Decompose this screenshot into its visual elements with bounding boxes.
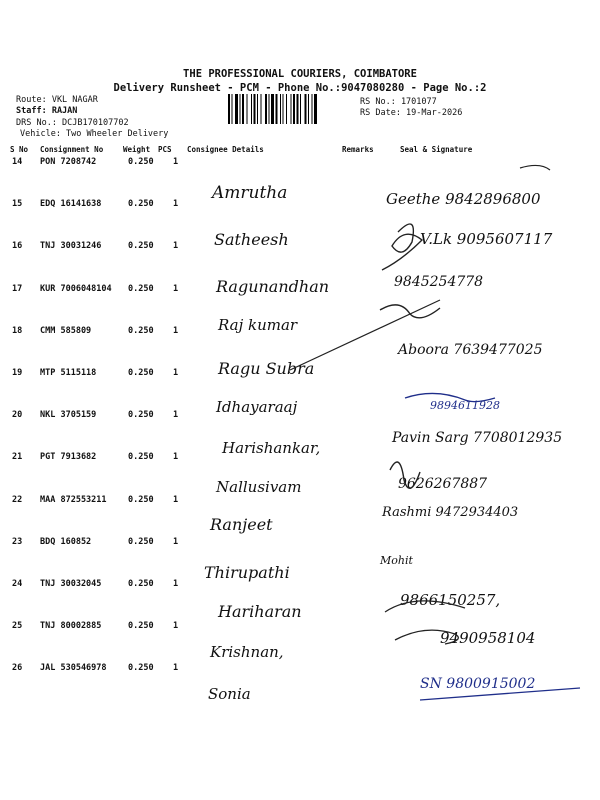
row-sno: 18 — [12, 325, 23, 336]
row-weight: 0.250 — [128, 157, 154, 167]
document-subtitle: Delivery Runsheet - PCM - Phone No.:9047080280 - Page No.:2 — [113, 82, 487, 94]
row-pcs: 1 — [173, 410, 179, 421]
row-consignment-no: MAA 872553211 — [40, 494, 107, 505]
row-weight: 0.250 — [128, 410, 154, 421]
row-pcs: 1 — [173, 536, 179, 547]
row-weight: 0.250 — [128, 621, 154, 632]
row-sno: 19 — [12, 368, 23, 378]
row-signature-handwriting: 9894611928 — [430, 399, 500, 412]
document-title: THE PROFESSIONAL COURIERS, COIMBATORE — [183, 68, 417, 80]
row-sno: 26 — [12, 663, 23, 674]
row-pcs: 1 — [173, 452, 179, 463]
row-weight: 0.250 — [128, 325, 154, 336]
row-consignment-no: TNJ 30032045 — [40, 579, 102, 589]
row-weight: 0.250 — [128, 536, 154, 547]
row-consignment-no: TNJ 30031246 — [40, 241, 102, 252]
row-weight: 0.250 — [128, 283, 154, 294]
row-pcs: 1 — [173, 494, 179, 505]
row-sno: 23 — [12, 536, 23, 547]
row-pcs: 1 — [173, 325, 179, 336]
route-label: Route: VKL NAGAR — [16, 95, 98, 105]
row-weight: 0.250 — [128, 199, 154, 210]
row-pcs: 1 — [173, 241, 179, 252]
row-sno: 25 — [12, 621, 23, 632]
row-weight: 0.250 — [128, 368, 154, 378]
row-consignee-handwriting: Hariharan — [218, 602, 302, 621]
row-signature-handwriting: 9845254778 — [394, 274, 484, 290]
row-signature-handwriting: 9866150257, — [400, 591, 501, 609]
row-pcs: 1 — [173, 157, 179, 167]
row-consignment-no: CMM 585809 — [40, 325, 92, 336]
row-consignee-handwriting: Idhayaraaj — [216, 398, 298, 416]
vehicle-label: Vehicle: Two Wheeler Delivery — [20, 129, 169, 139]
row-signature-handwriting: Pavin Sarg 7708012935 — [392, 430, 563, 446]
row-pcs: 1 — [173, 621, 179, 632]
col-header-sno: S No — [10, 145, 29, 154]
row-signature-handwriting: Mohit — [380, 554, 413, 567]
row-consignment-no: PGT 7913682 — [40, 452, 97, 463]
row-consignee-handwriting: Ranjeet — [210, 515, 273, 534]
row-sno: 24 — [12, 579, 23, 589]
row-consignee-handwriting: Ragu Subra — [218, 359, 315, 378]
row-pcs: 1 — [173, 663, 179, 674]
rs-date: RS Date: 19-Mar-2026 — [360, 108, 463, 118]
row-weight: 0.250 — [128, 241, 154, 252]
staff-label: Staff: RAJAN — [16, 106, 78, 116]
row-weight: 0.250 — [128, 452, 154, 463]
row-weight: 0.250 — [128, 663, 154, 674]
row-signature-handwriting: 9490958104 — [440, 629, 536, 647]
row-consignment-no: JAL 530546978 — [40, 663, 107, 674]
col-header-pcs: PCS — [158, 145, 172, 154]
row-consignment-no: BDQ 160852 — [40, 536, 92, 547]
row-consignment-no: PON 7208742 — [40, 157, 97, 167]
row-pcs: 1 — [173, 199, 179, 210]
col-header-seal: Seal & Signature — [400, 145, 473, 154]
col-header-remarks: Remarks — [342, 145, 374, 154]
col-header-weight: Weight — [123, 145, 151, 154]
row-consignee-handwriting: Sonia — [208, 685, 251, 703]
row-consignee-handwriting: Raj kumar — [218, 316, 298, 334]
row-sno: 16 — [12, 241, 23, 252]
row-consignee-handwriting: Satheesh — [214, 230, 289, 249]
row-pcs: 1 — [173, 368, 179, 378]
row-consignment-no: TNJ 80002885 — [40, 621, 102, 632]
row-consignee-handwriting: Ragunandhan — [216, 277, 330, 296]
row-signature-handwriting: V.Lk 9095607117 — [420, 230, 553, 248]
col-header-consignee: Consignee Details — [187, 145, 264, 154]
drs-label: DRS No.: DCJB170107702 — [16, 118, 129, 128]
row-sno: 17 — [12, 283, 23, 294]
row-consignee-handwriting: Krishnan, — [210, 643, 284, 661]
row-signature-handwriting: 9626267887 — [398, 476, 488, 492]
row-consignee-handwriting: Thirupathi — [204, 563, 290, 582]
row-consignee-handwriting: Nallusivam — [216, 478, 302, 496]
row-consignment-no: NKL 3705159 — [40, 410, 97, 421]
row-signature-handwriting: Aboora 7639477025 — [398, 342, 543, 358]
row-pcs: 1 — [173, 283, 179, 294]
row-pcs: 1 — [173, 579, 179, 589]
row-sno: 14 — [12, 157, 23, 167]
row-consignment-no: EDQ 16141638 — [40, 199, 102, 210]
row-consignee-handwriting: Harishankar, — [222, 439, 321, 457]
row-consignment-no: MTP 5115118 — [40, 368, 97, 378]
row-signature-handwriting: Rashmi 9472934403 — [382, 505, 519, 520]
rs-number: RS No.: 1701077 — [360, 97, 437, 107]
row-sno: 15 — [12, 199, 23, 210]
row-weight: 0.250 — [128, 494, 154, 505]
row-sno: 22 — [12, 494, 23, 505]
row-sno: 21 — [12, 452, 23, 463]
row-signature-handwriting: Geethe 9842896800 — [386, 190, 541, 208]
row-weight: 0.250 — [128, 579, 154, 589]
col-header-consignment: Consignment No — [40, 145, 104, 154]
row-signature-handwriting: SN 9800915002 — [420, 676, 536, 692]
row-consignment-no: KUR 7006048104 — [40, 283, 112, 294]
row-consignee-handwriting: Amrutha — [212, 183, 288, 203]
row-sno: 20 — [12, 410, 23, 421]
